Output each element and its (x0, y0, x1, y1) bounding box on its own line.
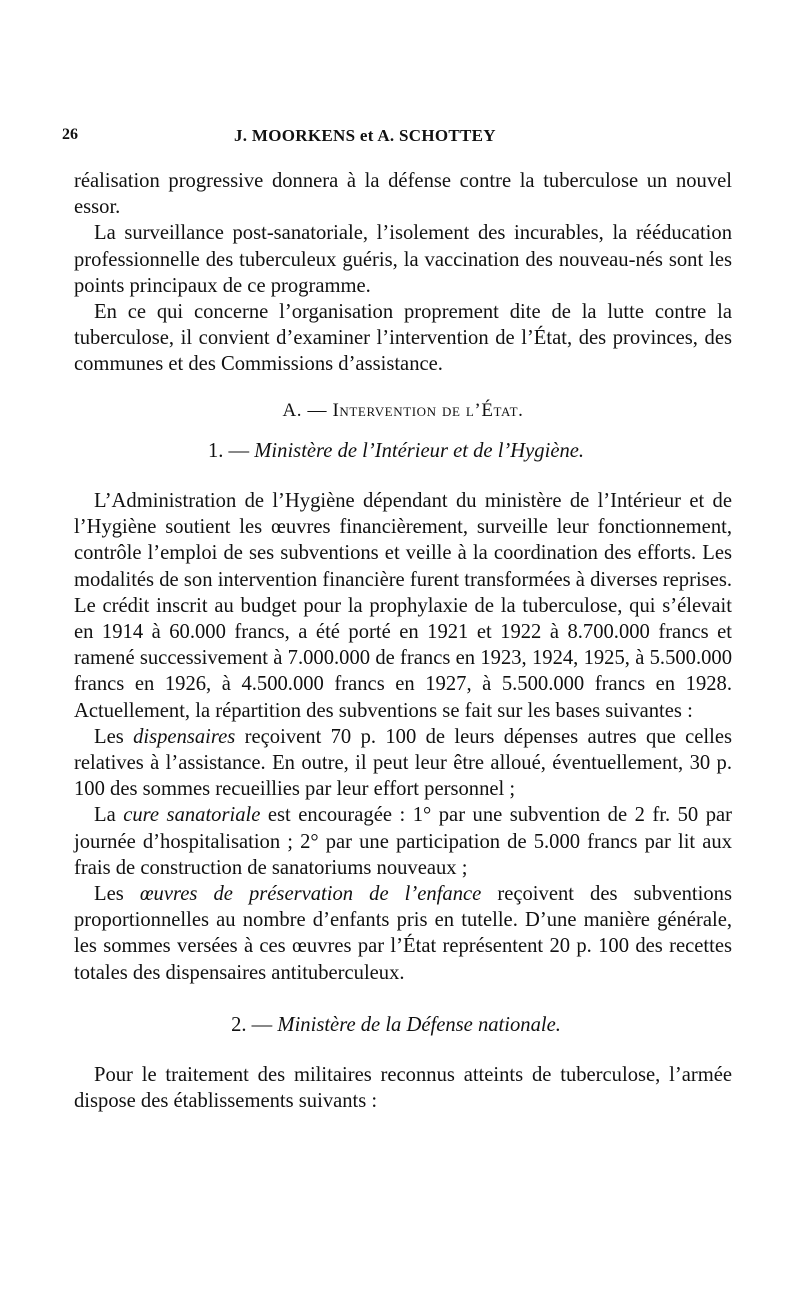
paragraph-cure (74, 802, 732, 881)
paragraph-text: reçoivent 70 p. 100 de leurs dépenses autres que celles relatives à l’assistance. En outre, il peut leur être alloué, éventuellement, 30 p. 100 des sommes recueillies par leur effort personnel ; (74, 725, 732, 801)
lead-word: La (94, 804, 116, 827)
subheading-number: 2. — (231, 1013, 273, 1036)
paragraph-administration: L’Administration de l’Hygiène dépendant du ministère de l’Intérieur et de l’Hygiène soutient les œuvres financièrement, surveille leur fonctionnement, contrôle l’emploi de ses subventions et veille à la coordination des efforts. Les modalités de son intervention financière furent transformées à diverses reprises. Le crédit inscrit au budget pour la prophylaxie de la tuberculose, qui s’élevait en 1914 à 60.000 francs, a été porté en 1921 et 1922 à 8.700.000 francs et ramené successivement à 7.000.000 de francs en 1923, 1924, 1925, à 5.500.000 francs en 1926, à 4.500.000 francs en 1927, à 5.500.000 francs en 1928. Actuellement, la répartition des subventions se fait sur les bases suivantes : (74, 490, 732, 722)
subheading-1 (74, 438, 732, 464)
subheading-title: Ministère de l’Intérieur et de l’Hygiène. (254, 439, 585, 462)
section-heading-a (74, 398, 732, 424)
section-title: Intervention de l’État. (332, 399, 524, 421)
lead-word: Les (94, 725, 124, 748)
paragraph-intro-continuation: réalisation progressive donnera à la défense contre la tuberculose un nouvel essor. (74, 170, 732, 219)
italic-term: dispensaires (133, 725, 236, 748)
running-header (62, 118, 732, 148)
running-title: J. MOORKENS et A. SCHOTTEY (234, 126, 496, 145)
subheading-title: Ministère de la Défense nationale. (277, 1013, 561, 1036)
italic-term: cure sanatoriale (123, 804, 261, 827)
paragraph-oeuvres (74, 881, 732, 986)
lead-word: Les (94, 883, 124, 906)
subheading-number: 1. — (207, 439, 250, 462)
paragraph-organisation: En ce qui concerne l’organisation proprement dite de la lutte contre la tuberculose, il convient d’examiner l’intervention de l’État, des provinces, des communes et des Commissions d’assistance. (74, 301, 732, 376)
page-number: 26 (62, 126, 78, 143)
paragraph-militaires: Pour le traitement des militaires reconnus atteints de tuberculose, l’armée dispose des établissements suivants : (74, 1064, 732, 1113)
paragraph-text: est encouragée : 1° par une subvention de 2 fr. 50 par journée d’hospitalisation ; 2° par une participation de 5.000 francs par lit aux frais de construction de sanatoriums nouveaux ; (74, 804, 732, 879)
subheading-2 (74, 1012, 732, 1038)
paragraph-text: reçoivent des subventions proportionnelles au nombre d’enfants pris en tutelle. D’une manière générale, les sommes versées à ces œuvres par l’État représentent 20 p. 100 des recettes totales des dispensaires antituberculeux. (74, 883, 732, 984)
paragraph-surveillance: La surveillance post-sanatoriale, l’isolement des incurables, la rééducation professionnelle des tuberculeux guéris, la vaccination des nouveau-nés sont les points principaux de ce programme. (74, 222, 732, 297)
paragraph-dispensaires (74, 724, 732, 803)
body-text (74, 168, 732, 1115)
italic-term: œuvres de préservation de l’enfance (139, 883, 482, 906)
section-prefix: A. — (282, 399, 328, 421)
page-content (62, 118, 732, 1115)
